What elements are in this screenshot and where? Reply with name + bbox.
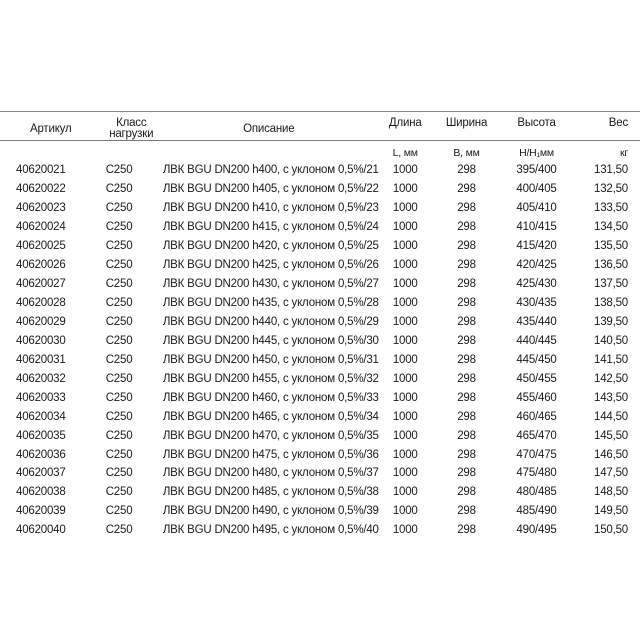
cell-description: ЛВК BGU DN200 h440, с уклоном 0,5%/29 bbox=[162, 315, 379, 328]
cell-height: 450/455 bbox=[516, 372, 557, 385]
cell-weight: 142,50 bbox=[594, 372, 628, 385]
cell-height: 420/425 bbox=[516, 259, 557, 272]
cell-load-class: C250 bbox=[105, 410, 133, 423]
cell-width: 298 bbox=[457, 429, 476, 442]
cell-load-class: C250 bbox=[105, 391, 133, 404]
cell-width: 298 bbox=[457, 467, 476, 480]
product-table bbox=[0, 111, 640, 540]
unit-length: L, мм bbox=[392, 146, 418, 159]
cell-width: 298 bbox=[457, 486, 476, 499]
cell-article: 40620022 bbox=[16, 183, 66, 196]
table-row bbox=[0, 313, 640, 332]
header-load-class-line1: Класс bbox=[116, 117, 147, 129]
table-row bbox=[0, 275, 640, 294]
cell-load-class: C250 bbox=[105, 353, 133, 366]
cell-article: 40620033 bbox=[16, 391, 66, 404]
cell-description: ЛВК BGU DN200 h470, с уклоном 0,5%/35 bbox=[162, 429, 379, 442]
cell-load-class: C250 bbox=[105, 505, 133, 518]
cell-height: 395/400 bbox=[516, 164, 557, 177]
cell-height: 410/415 bbox=[516, 221, 557, 234]
cell-load-class: C250 bbox=[105, 486, 133, 499]
cell-length: 1000 bbox=[392, 353, 418, 366]
cell-weight: 137,50 bbox=[594, 278, 628, 291]
cell-length: 1000 bbox=[392, 429, 418, 442]
cell-height: 430/435 bbox=[516, 297, 557, 310]
cell-length: 1000 bbox=[392, 240, 418, 253]
cell-length: 1000 bbox=[392, 410, 418, 423]
cell-weight: 131,50 bbox=[594, 164, 628, 177]
cell-article: 40620026 bbox=[16, 259, 66, 272]
table-row bbox=[0, 502, 640, 521]
unit-height: H/H₁мм bbox=[519, 146, 554, 159]
cell-article: 40620034 bbox=[16, 410, 66, 423]
cell-article: 40620032 bbox=[16, 372, 66, 385]
cell-weight: 147,50 bbox=[594, 467, 628, 480]
cell-article: 40620037 bbox=[16, 467, 66, 480]
table-row bbox=[0, 407, 640, 426]
cell-length: 1000 bbox=[392, 391, 418, 404]
cell-description: ЛВК BGU DN200 h450, с уклоном 0,5%/31 bbox=[162, 353, 379, 366]
header-width: Ширина bbox=[445, 117, 488, 129]
cell-article: 40620029 bbox=[16, 315, 66, 328]
cell-weight: 149,50 bbox=[594, 505, 628, 518]
cell-height: 400/405 bbox=[516, 183, 557, 196]
header-height: Высота bbox=[517, 117, 556, 129]
cell-width: 298 bbox=[457, 202, 476, 215]
cell-height: 445/450 bbox=[516, 353, 557, 366]
cell-length: 1000 bbox=[392, 297, 418, 310]
cell-article: 40620036 bbox=[16, 448, 66, 461]
cell-load-class: C250 bbox=[105, 372, 133, 385]
cell-description: ЛВК BGU DN200 h425, с уклоном 0,5%/26 bbox=[162, 259, 379, 272]
cell-width: 298 bbox=[457, 164, 476, 177]
cell-load-class: C250 bbox=[105, 259, 133, 272]
table-row bbox=[0, 331, 640, 350]
table-header bbox=[0, 111, 640, 161]
table-row bbox=[0, 388, 640, 407]
table-body bbox=[0, 161, 640, 540]
cell-height: 490/495 bbox=[516, 524, 557, 537]
cell-width: 298 bbox=[457, 278, 476, 291]
cell-width: 298 bbox=[457, 334, 476, 347]
cell-width: 298 bbox=[457, 183, 476, 196]
cell-height: 460/465 bbox=[516, 410, 557, 423]
cell-length: 1000 bbox=[392, 524, 418, 537]
cell-article: 40620028 bbox=[16, 297, 66, 310]
cell-load-class: C250 bbox=[105, 448, 133, 461]
cell-load-class: C250 bbox=[105, 524, 133, 537]
cell-height: 465/470 bbox=[516, 429, 557, 442]
table-row bbox=[0, 218, 640, 237]
table-row bbox=[0, 237, 640, 256]
cell-length: 1000 bbox=[392, 505, 418, 518]
cell-height: 440/445 bbox=[516, 334, 557, 347]
cell-description: ЛВК BGU DN200 h495, с уклоном 0,5%/40 bbox=[162, 524, 379, 537]
table-row bbox=[0, 369, 640, 388]
cell-article: 40620025 bbox=[16, 240, 66, 253]
cell-length: 1000 bbox=[392, 334, 418, 347]
cell-load-class: C250 bbox=[105, 240, 133, 253]
cell-width: 298 bbox=[457, 240, 476, 253]
cell-width: 298 bbox=[457, 315, 476, 328]
table-row bbox=[0, 521, 640, 540]
table-row bbox=[0, 256, 640, 275]
cell-weight: 139,50 bbox=[594, 315, 628, 328]
cell-description: ЛВК BGU DN200 h415, с уклоном 0,5%/24 bbox=[162, 221, 379, 234]
cell-article: 40620031 bbox=[16, 353, 66, 366]
cell-load-class: C250 bbox=[105, 278, 133, 291]
cell-description: ЛВК BGU DN200 h430, с уклоном 0,5%/27 bbox=[162, 278, 379, 291]
cell-height: 485/490 bbox=[516, 505, 557, 518]
cell-description: ЛВК BGU DN200 h480, с уклоном 0,5%/37 bbox=[162, 467, 379, 480]
table-row bbox=[0, 464, 640, 483]
cell-load-class: C250 bbox=[105, 202, 133, 215]
cell-length: 1000 bbox=[392, 448, 418, 461]
cell-description: ЛВК BGU DN200 h475, с уклоном 0,5%/36 bbox=[162, 448, 379, 461]
cell-description: ЛВК BGU DN200 h405, с уклоном 0,5%/22 bbox=[162, 183, 379, 196]
cell-load-class: C250 bbox=[105, 467, 133, 480]
cell-description: ЛВК BGU DN200 h465, с уклоном 0,5%/34 bbox=[162, 410, 379, 423]
cell-weight: 144,50 bbox=[594, 410, 628, 423]
cell-width: 298 bbox=[457, 505, 476, 518]
cell-width: 298 bbox=[457, 297, 476, 310]
header-description: Описание bbox=[243, 122, 295, 135]
cell-length: 1000 bbox=[392, 183, 418, 196]
cell-load-class: C250 bbox=[105, 315, 133, 328]
cell-article: 40620038 bbox=[16, 486, 66, 499]
cell-length: 1000 bbox=[392, 467, 418, 480]
table-row bbox=[0, 180, 640, 199]
cell-height: 425/430 bbox=[516, 278, 557, 291]
cell-weight: 150,50 bbox=[594, 524, 628, 537]
cell-weight: 148,50 bbox=[594, 486, 628, 499]
cell-weight: 135,50 bbox=[594, 240, 628, 253]
cell-width: 298 bbox=[457, 353, 476, 366]
cell-load-class: C250 bbox=[105, 164, 133, 177]
cell-description: ЛВК BGU DN200 h460, с уклоном 0,5%/33 bbox=[162, 391, 379, 404]
header-load-class bbox=[104, 111, 159, 147]
cell-width: 298 bbox=[457, 448, 476, 461]
cell-description: ЛВК BGU DN200 h400, с уклоном 0,5%/21 bbox=[162, 164, 379, 177]
cell-width: 298 bbox=[457, 259, 476, 272]
cell-article: 40620021 bbox=[16, 164, 66, 177]
cell-length: 1000 bbox=[392, 164, 418, 177]
cell-height: 475/480 bbox=[516, 467, 557, 480]
cell-description: ЛВК BGU DN200 h445, с уклоном 0,5%/30 bbox=[162, 334, 379, 347]
cell-height: 470/475 bbox=[516, 448, 557, 461]
cell-weight: 132,50 bbox=[594, 183, 628, 196]
cell-description: ЛВК BGU DN200 h485, с уклоном 0,5%/38 bbox=[162, 486, 379, 499]
cell-length: 1000 bbox=[392, 486, 418, 499]
cell-length: 1000 bbox=[392, 202, 418, 215]
cell-height: 405/410 bbox=[516, 202, 557, 215]
cell-description: ЛВК BGU DN200 h410, с уклоном 0,5%/23 bbox=[162, 202, 379, 215]
cell-width: 298 bbox=[457, 391, 476, 404]
cell-length: 1000 bbox=[392, 259, 418, 272]
cell-height: 415/420 bbox=[516, 240, 557, 253]
cell-width: 298 bbox=[457, 524, 476, 537]
cell-weight: 134,50 bbox=[594, 221, 628, 234]
cell-weight: 133,50 bbox=[594, 202, 628, 215]
cell-weight: 146,50 bbox=[594, 448, 628, 461]
cell-description: ЛВК BGU DN200 h435, с уклоном 0,5%/28 bbox=[162, 297, 379, 310]
cell-height: 480/485 bbox=[516, 486, 557, 499]
header-article: Артикул bbox=[30, 122, 72, 135]
table-row bbox=[0, 161, 640, 180]
cell-width: 298 bbox=[457, 410, 476, 423]
cell-article: 40620030 bbox=[16, 334, 66, 347]
cell-weight: 143,50 bbox=[594, 391, 628, 404]
cell-description: ЛВК BGU DN200 h490, с уклоном 0,5%/39 bbox=[162, 505, 379, 518]
cell-weight: 145,50 bbox=[594, 429, 628, 442]
table-row bbox=[0, 199, 640, 218]
table-row bbox=[0, 445, 640, 464]
header-weight: Вес bbox=[608, 117, 628, 129]
table-row bbox=[0, 426, 640, 445]
cell-load-class: C250 bbox=[105, 297, 133, 310]
unit-width: B, мм bbox=[453, 146, 480, 159]
cell-weight: 136,50 bbox=[594, 259, 628, 272]
cell-description: ЛВК BGU DN200 h455, с уклоном 0,5%/32 bbox=[162, 372, 379, 385]
cell-load-class: C250 bbox=[105, 429, 133, 442]
cell-description: ЛВК BGU DN200 h420, с уклоном 0,5%/25 bbox=[162, 240, 379, 253]
cell-article: 40620039 bbox=[16, 505, 66, 518]
table-row bbox=[0, 294, 640, 313]
cell-width: 298 bbox=[457, 372, 476, 385]
header-length: Длина bbox=[388, 117, 422, 129]
cell-length: 1000 bbox=[392, 221, 418, 234]
cell-length: 1000 bbox=[392, 372, 418, 385]
table-row bbox=[0, 350, 640, 369]
cell-weight: 138,50 bbox=[594, 297, 628, 310]
cell-load-class: C250 bbox=[105, 334, 133, 347]
cell-article: 40620024 bbox=[16, 221, 66, 234]
cell-article: 40620023 bbox=[16, 202, 66, 215]
cell-height: 435/440 bbox=[516, 315, 557, 328]
cell-weight: 141,50 bbox=[594, 353, 628, 366]
units-row bbox=[0, 147, 640, 161]
unit-weight: кг bbox=[619, 146, 628, 159]
cell-width: 298 bbox=[457, 221, 476, 234]
table-row bbox=[0, 483, 640, 502]
cell-article: 40620040 bbox=[16, 524, 66, 537]
cell-height: 455/460 bbox=[516, 391, 557, 404]
cell-article: 40620027 bbox=[16, 278, 66, 291]
header-load-class-line2: нагрузки bbox=[109, 128, 154, 140]
cell-article: 40620035 bbox=[16, 429, 66, 442]
cell-load-class: C250 bbox=[105, 183, 133, 196]
cell-load-class: C250 bbox=[105, 221, 133, 234]
cell-length: 1000 bbox=[392, 315, 418, 328]
cell-length: 1000 bbox=[392, 278, 418, 291]
cell-weight: 140,50 bbox=[594, 334, 628, 347]
